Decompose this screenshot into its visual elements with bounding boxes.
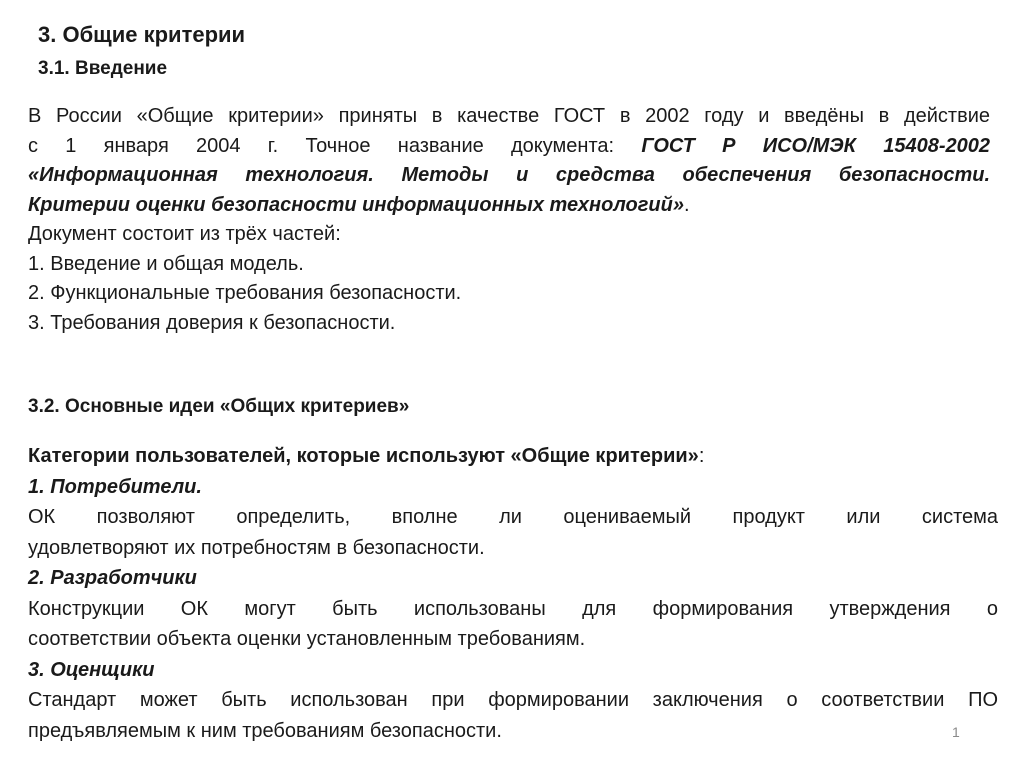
section-3-2-heading: 3.2. Основные идеи «Общих критериев» xyxy=(28,396,410,417)
category-evaluators-title: 3. Оценщики xyxy=(28,658,155,681)
category-evaluators-line-2: предъявляемым к ним требованиям безопасности. xyxy=(28,719,502,742)
doc-title-line-2-wrap xyxy=(28,191,990,221)
page-title: 3. Общие критерии xyxy=(38,22,246,47)
part-item-3: 3. Требования доверия к безопасности. xyxy=(28,311,396,334)
categories-intro-colon: : xyxy=(698,445,705,467)
category-consumers-title: 1. Потребители. xyxy=(28,475,202,498)
doc-title-line-2: Критерии оценки безопасности информационных технологий» xyxy=(28,193,684,216)
category-consumers-line-2: удовлетворяют их потребностям в безопасности. xyxy=(28,536,485,559)
part-item-1: 1. Введение и общая модель. xyxy=(28,252,304,275)
section-3-2-body xyxy=(28,441,998,746)
part-item-2: 2. Функциональные требования безопасности. xyxy=(28,282,462,304)
category-consumers-line-1: ОК позволяют определить, вполне ли оцениваемый продукт или система xyxy=(28,506,998,528)
category-developers-title: 2. Разработчики xyxy=(28,567,197,589)
doc-title-line-1: «Информационная технология. Методы и средства обеспечения безопасности. xyxy=(28,164,990,186)
intro-line-1: В России «Общие критерии» приняты в качестве ГОСТ в 2002 году и введёны в действие xyxy=(28,105,990,127)
gost-number: ГОСТ Р ИСО/МЭК 15408-2002 xyxy=(641,134,990,157)
parts-intro: Документ состоит из трёх частей: xyxy=(28,223,341,245)
intro-line-2-text: с 1 января 2004 г. Точное название документа: xyxy=(28,134,615,157)
category-developers-line-2: соответствии объекта оценки установленным требованиям. xyxy=(28,628,586,650)
intro-line-2 xyxy=(28,132,990,162)
category-developers-line-1: Конструкции ОК могут быть использованы для формирования утверждения о xyxy=(28,597,998,620)
category-evaluators-line-1: Стандарт может быть использован при формировании заключения о соответствии ПО xyxy=(28,689,998,711)
categories-intro-wrap xyxy=(28,441,998,472)
doc-title-end: . xyxy=(683,193,690,216)
page-number: 1 xyxy=(952,724,960,740)
categories-intro: Категории пользователей, которые используют «Общие критерии» xyxy=(28,445,699,467)
section-3-1-heading: 3.1. Введение xyxy=(38,58,168,79)
section-3-1-body xyxy=(28,102,990,338)
